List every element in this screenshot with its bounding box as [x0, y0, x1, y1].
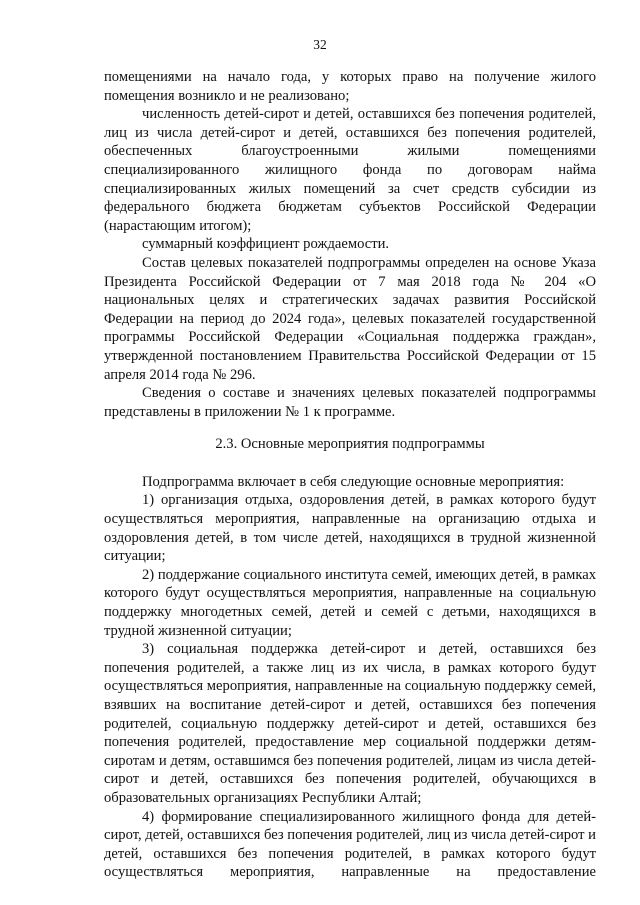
list-item: 2) поддержание социального института семей, имеющих детей, в рамках которого будут осуществляться мероприятия, направленные на социальную поддержку многодетных семей, детей и семей с детьми, находящихся в трудной жизненной ситуации; [104, 566, 596, 639]
list-item: 1) организация отдыха, оздоровления детей, в рамках которого будут осуществляться мероприятия, направленные на организацию отдыха и оздоровления детей, в том числе детей, находящихся в трудной жизненной ситуации; [104, 492, 596, 565]
page-content [104, 68, 596, 882]
section-heading: 2.3. Основные мероприятия подпрограммы [215, 436, 485, 453]
page-number: 32 [313, 37, 327, 52]
paragraph: помещениями на начало года, у которых право на получение жилого помещения возникло и не реализовано; [104, 69, 596, 104]
list-item: 4) формирование специализированного жилищного фонда для детей-сирот, детей, оставшихся без попечения родителей, лиц из числа детей-сирот и детей, оставшихся без попечения родителей, в рамках которого будут осуществляться мероприятия, направленные на предоставление [104, 808, 596, 881]
paragraph: Подпрограмма включает в себя следующие основные мероприятия: [142, 473, 565, 490]
paragraph: Состав целевых показателей подпрограммы определен на основе Указа Президента Российской Федерации от 7 мая 2018 года № 204 «О национальных целях и стратегических задачах развития Российской Федерации на период до 2024 года», целевых показателей государственной программы Российской Федерации «Социальная поддержка граждан», утвержденной постановлением Правительства Российской Федерации от 15 апреля 2014 года № 296. [104, 254, 596, 383]
paragraph: Сведения о составе и значениях целевых показателей подпрограммы представлены в приложении № 1 к программе. [104, 385, 596, 420]
list-item: 3) социальная поддержка детей-сирот и детей, оставшихся без попечения родителей, а также лиц из их числа, в рамках которого будут осуществляться мероприятия, направленные на социальную поддержку семей, взявших на воспитание детей-сирот и детей, оставшихся без попечения родителей, социальную поддержку детей-сирот и детей, оставшихся без попечения родителей, предоставление мер социальной поддержки детям-сиротам и детям, оставшимся без попечения родителей, лицам из числа детей-сирот и детей, оставшихся без попечения родителей, обучающихся в образовательных организациях Республики Алтай; [104, 641, 596, 806]
paragraph: суммарный коэффициент рождаемости. [142, 236, 390, 253]
paragraph: численность детей-сирот и детей, оставшихся без попечения родителей, лиц из числа детей-сирот и детей, оставшихся без попечения родителей, обеспеченных благоустроенными жилыми помещениями специализированного жилищного фонда по договорам найма специализированных жилых помещений за счет средств субсидии из федерального бюджета бюджетам субъектов Российской Федерации (нарастающим итогом); [104, 106, 596, 234]
